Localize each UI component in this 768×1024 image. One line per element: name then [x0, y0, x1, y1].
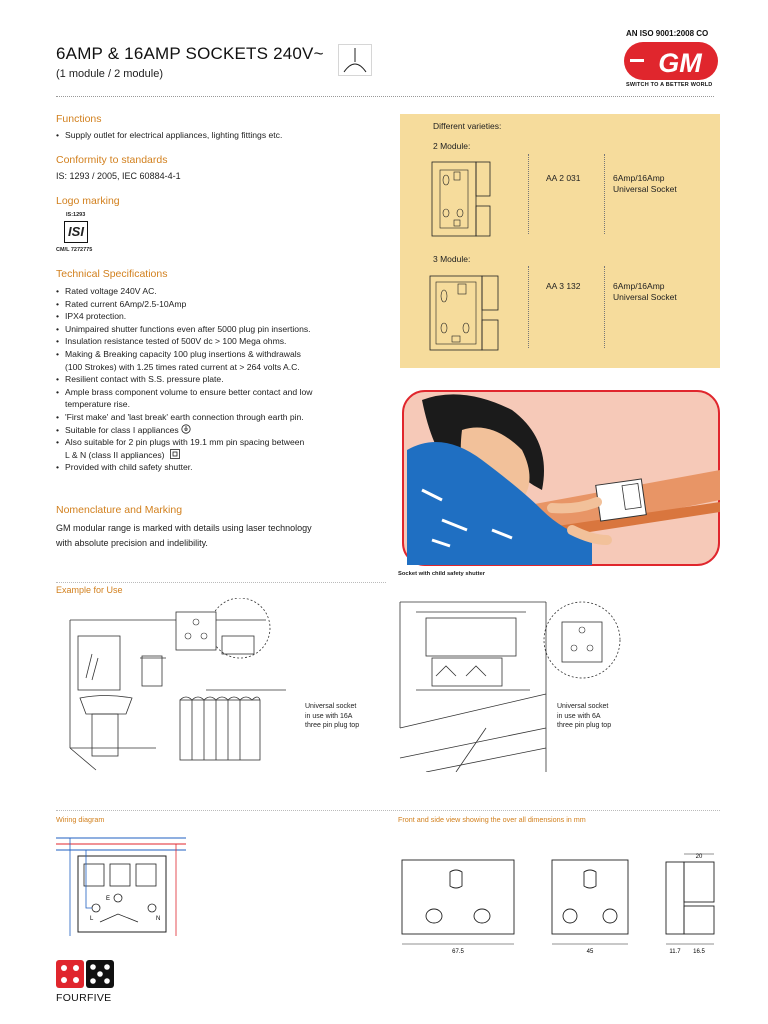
- module-3-desc1: 6Amp/16Amp: [613, 281, 665, 291]
- class-one-text: Suitable for class I appliances: [65, 424, 179, 435]
- socket-symbol-icon: [338, 44, 372, 76]
- svg-text:GM: GM: [658, 48, 702, 78]
- width-1-module-label: 45: [586, 949, 594, 955]
- example-heading: Example for Use: [56, 585, 123, 595]
- list-item-class-one: [56, 424, 312, 437]
- header-divider: [56, 96, 714, 97]
- socket-3-module-drawing: [428, 272, 504, 354]
- column-divider: [604, 154, 605, 234]
- dimension-drawings: [398, 848, 724, 960]
- depth-front-label: 11.7: [669, 949, 681, 955]
- list-item-class-two: [56, 449, 312, 462]
- caption-line: Universal socket: [557, 703, 609, 710]
- module-3-code: AA 3 132: [546, 281, 581, 291]
- child-socket-illustration: [402, 390, 720, 566]
- list-item: • Making & Breaking capacity 100 plug insertions & withdrawals: [56, 348, 312, 361]
- brand-tagline: SWITCH TO A BETTER WORLD: [626, 82, 713, 88]
- functions-heading: Functions: [56, 113, 102, 125]
- continued-text: (100 Strokes) with 1.25 times rated current at > 264 volts A.C.: [65, 361, 300, 372]
- column-divider: [528, 154, 529, 234]
- page-title: 6AMP & 16AMP SOCKETS 240V~: [56, 44, 324, 63]
- socket-2-module-drawing: [430, 158, 494, 238]
- example-caption-1: [305, 702, 359, 731]
- caption-line: three pin plug top: [557, 722, 612, 729]
- list-item: • Also suitable for 2 pin plugs with 19.1 mm pin spacing between: [56, 436, 312, 449]
- functions-list: [56, 129, 282, 142]
- list-item: • IPX4 protection.: [56, 310, 312, 323]
- nomenclature-line-1: GM modular range is marked with details using laser technology: [56, 523, 312, 533]
- wiring-heading: Wiring diagram: [56, 815, 105, 824]
- conformity-text: IS: 1293 / 2005, IEC 60884-4-1: [56, 171, 181, 181]
- example-caption-2: [557, 702, 611, 731]
- photo-caption: Socket with child safety shutter: [398, 571, 485, 577]
- list-item-continued: [56, 361, 312, 374]
- neutral-terminal-label: N: [156, 916, 161, 922]
- depth-rear-label: 16.5: [693, 949, 705, 955]
- caption-line: in use with 16A: [305, 712, 353, 720]
- list-item: • Insulation resistance tested of 500V dc > 100 Mega ohms.: [56, 335, 312, 348]
- earth-terminal-label: E: [106, 896, 111, 902]
- list-item: • Provided with child safety shutter.: [56, 461, 312, 474]
- caption-line: three pin plug top: [305, 722, 360, 729]
- module-3-desc2: Universal Socket: [613, 292, 677, 302]
- bathroom-illustration: [56, 598, 296, 772]
- example-divider: [56, 582, 386, 583]
- module-2-desc1: 6Amp/16Amp: [613, 173, 665, 183]
- technical-list: [56, 285, 312, 474]
- varieties-panel: [400, 114, 720, 368]
- module-2-desc2: Universal Socket: [613, 184, 677, 194]
- nomenclature-line-2: with absolute precision and indelibility.: [56, 538, 208, 548]
- isi-mark: [56, 212, 106, 258]
- wiring-diagram: [56, 832, 196, 942]
- isi-code: IS:1293: [66, 212, 86, 218]
- list-item: • Rated current 6Amp/2.5-10Amp: [56, 298, 312, 311]
- list-item: • Resilient contact with S.S. pressure plate.: [56, 373, 312, 386]
- nomenclature-heading: Nomenclature and Marking: [56, 504, 183, 516]
- top-dimension-label: 20: [695, 854, 703, 860]
- gm-logo: [624, 42, 718, 80]
- list-item: • 'First make' and 'last break' earth connection through earth pin.: [56, 411, 312, 424]
- continued-text: temperature rise.: [65, 399, 130, 410]
- conformity-heading: Conformity to standards: [56, 154, 168, 166]
- column-divider: [604, 266, 605, 348]
- double-insulation-icon: [170, 449, 180, 459]
- width-2-module-label: 67.5: [452, 949, 464, 955]
- list-item: • Rated voltage 240V AC.: [56, 285, 312, 298]
- column-divider: [528, 266, 529, 348]
- class-two-text: L & N (class II appliances): [65, 449, 165, 460]
- logo-marking-heading: Logo marking: [56, 195, 120, 207]
- list-item: • Supply outlet for electrical appliances, lighting fittings etc.: [56, 129, 282, 142]
- varieties-title: Different varieties:: [433, 121, 502, 131]
- iso-certification: AN ISO 9001:2008 CO: [626, 29, 709, 38]
- earth-icon: [181, 424, 191, 434]
- cml-number: CM/L 7272775: [56, 247, 93, 253]
- page-subtitle: (1 module / 2 module): [56, 68, 163, 80]
- module-3-label: 3 Module:: [433, 254, 471, 264]
- caption-line: Universal socket: [305, 703, 357, 710]
- caption-line: in use with 6A: [557, 712, 601, 720]
- footer-brand: FOURFIVE: [56, 992, 112, 1004]
- module-2-label: 2 Module:: [433, 141, 471, 151]
- list-item: • Ample brass component volume to ensure better contact and low: [56, 386, 312, 399]
- module-2-code: AA 2 031: [546, 173, 581, 183]
- list-item-continued: [56, 398, 312, 411]
- list-item: • Unimpaired shutter functions even after 5000 plug pin insertions.: [56, 323, 312, 336]
- isi-logo: ISI: [64, 221, 88, 243]
- wiring-divider: [56, 810, 720, 811]
- technical-heading: Technical Specifications: [56, 268, 168, 280]
- kitchen-illustration: [396, 598, 636, 772]
- dimensions-heading: Front and side view showing the over all dimensions in mm: [398, 815, 586, 824]
- live-terminal-label: L: [90, 916, 94, 922]
